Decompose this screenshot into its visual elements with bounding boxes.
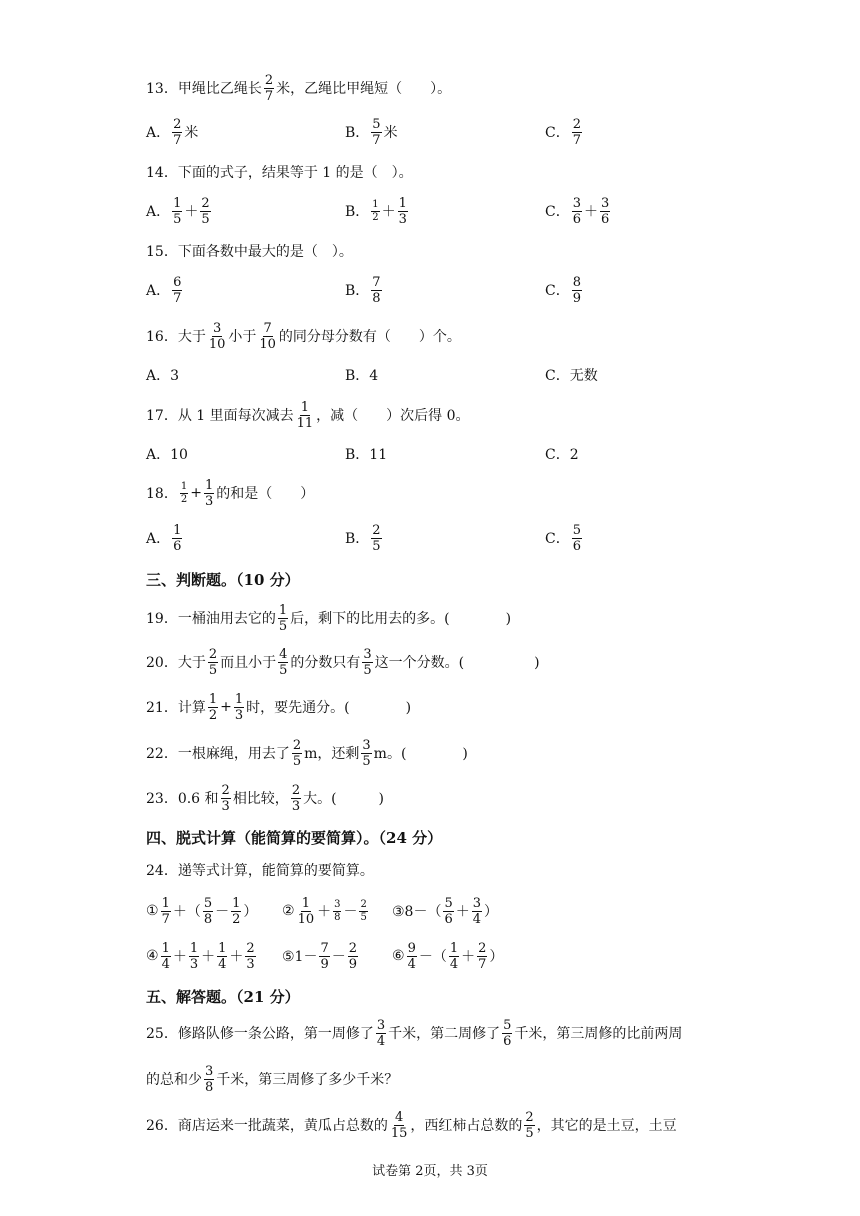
text-run: 13． [146, 81, 178, 97]
text-run: 20．大于 [146, 655, 206, 671]
denominator: 4 [161, 956, 170, 972]
numerator: 1 [173, 522, 182, 538]
denominator: 10 [208, 336, 226, 352]
numerator: 2 [246, 940, 255, 956]
denominator: 9 [320, 956, 329, 972]
text-run: C． [545, 283, 570, 299]
numerator: 2 [360, 898, 367, 910]
denominator: 3 [234, 707, 244, 723]
text-run: 16．大于 [146, 329, 206, 345]
denominator: 5 [360, 911, 367, 923]
fraction [221, 784, 231, 813]
fraction [371, 200, 379, 223]
fraction [371, 276, 381, 305]
numerator: 3 [363, 646, 372, 662]
numerator: 1 [278, 602, 288, 618]
fraction [234, 693, 244, 722]
denominator: 4 [376, 1033, 386, 1049]
q24-stem: 24．递等式计算，能简算的要简算。 [146, 863, 374, 879]
numerator: 9 [407, 940, 416, 956]
fraction [443, 897, 453, 926]
numerator: 2 [173, 116, 182, 132]
text-run: 米 [383, 125, 398, 141]
fraction [502, 1019, 512, 1048]
numerator: 5 [503, 1017, 512, 1033]
denominator: 5 [363, 662, 372, 678]
denominator: 5 [279, 662, 288, 678]
fraction [362, 648, 372, 677]
denominator: 7 [478, 956, 487, 972]
text-run: ＋ [584, 204, 598, 220]
text-run: ＋ [184, 204, 199, 220]
fraction [245, 942, 255, 971]
denominator: 5 [525, 1125, 534, 1141]
denominator: 4 [449, 956, 459, 972]
numerator: 4 [394, 1109, 404, 1125]
denominator: 6 [173, 538, 182, 554]
fraction [161, 897, 171, 926]
text-run: ） [243, 904, 258, 920]
fraction [291, 784, 301, 813]
text-run: ＋ [172, 949, 187, 965]
fraction [297, 897, 316, 926]
q19 [146, 600, 511, 636]
q24-expr-1 [146, 893, 257, 929]
numerator: 7 [320, 940, 329, 956]
fraction [572, 276, 582, 305]
q17-option-c[interactable]: C．2 [545, 447, 579, 463]
denominator: 3 [246, 956, 255, 972]
text-run: 小于 [228, 329, 257, 345]
numerator: 5 [444, 895, 453, 911]
denominator: 7 [572, 132, 581, 148]
text-run: － [331, 949, 346, 965]
denominator: 7 [264, 88, 274, 104]
text-run: 17．从 1 里面每次减去 [146, 408, 294, 424]
text-run: C． [545, 204, 570, 220]
numerator: 2 [478, 940, 487, 956]
page-footer: 试卷第 2页，共 3页 [372, 1164, 488, 1179]
numerator: 1 [161, 895, 170, 911]
numerator: 3 [376, 1017, 386, 1033]
denominator: 10 [297, 911, 315, 927]
denominator: 7 [161, 911, 170, 927]
denominator: 4 [218, 956, 227, 972]
text-run: ⑤1－ [282, 949, 318, 965]
fraction [172, 524, 182, 553]
fraction [292, 739, 302, 768]
text-run: B． [345, 204, 370, 220]
text-run: B． [345, 125, 370, 141]
fraction [371, 118, 381, 147]
text-run: ＋ [317, 904, 332, 920]
text-run: ，西红柿占总数的 [410, 1118, 523, 1134]
fraction [477, 942, 487, 971]
fraction [390, 1111, 409, 1140]
fraction [204, 479, 214, 508]
text-run: C． [545, 125, 570, 141]
text-run: 25．修路队修一条公路，第一周修了 [146, 1026, 374, 1042]
q13-option-a[interactable] [146, 114, 198, 150]
numerator: 3 [601, 195, 610, 211]
numerator: 2 [291, 782, 301, 798]
fraction [189, 942, 199, 971]
q15-stem: 15．下面各数中最大的是（ ）。 [146, 244, 353, 260]
fraction [172, 197, 182, 226]
text-run: 而且小于 [220, 655, 277, 671]
numerator: 1 [301, 895, 310, 911]
text-run: 米，乙绳比甲绳短（ ）。 [276, 81, 452, 97]
numerator: 1 [180, 480, 188, 492]
section-4-heading: 四、脱式计算（能简算的要简算）。（24 分） [146, 829, 443, 847]
fraction [172, 118, 182, 147]
text-run: B． [345, 283, 370, 299]
q25-line-2 [146, 1061, 398, 1097]
q16-option-b[interactable]: B．4 [345, 368, 379, 384]
numerator: 1 [208, 691, 218, 707]
text-run: A． [146, 204, 171, 220]
denominator: 3 [398, 211, 407, 227]
text-run: － [343, 904, 358, 920]
numerator: 2 [221, 782, 230, 798]
numerator: 1 [232, 895, 241, 911]
text-run: + [190, 485, 202, 501]
denominator: 3 [221, 798, 230, 814]
text-run: 千米，第三周修了多少千米？ [216, 1072, 399, 1088]
text-run: ④ [146, 948, 159, 964]
text-run: 甲绳比乙绳长 [177, 81, 262, 97]
numerator: 2 [208, 646, 218, 662]
denominator: 5 [292, 753, 302, 769]
denominator: 6 [572, 211, 581, 227]
denominator: 10 [259, 336, 276, 352]
fraction [524, 1111, 534, 1140]
text-run: －（ [418, 949, 447, 965]
q13-stem [146, 70, 451, 106]
denominator: 3 [291, 798, 301, 814]
numerator: 5 [572, 522, 581, 538]
text-run: 18． [146, 486, 178, 502]
q25-line-1 [146, 1015, 682, 1051]
numerator: 3 [212, 320, 222, 336]
fraction [278, 648, 288, 677]
numerator: 4 [279, 646, 288, 662]
denominator: 5 [372, 538, 381, 554]
numerator: 1 [204, 477, 214, 493]
numerator: 3 [572, 195, 581, 211]
fraction [319, 942, 329, 971]
q17-option-a[interactable]: A．10 [146, 447, 188, 463]
numerator: 5 [372, 116, 381, 132]
q16-option-c[interactable]: C．无数 [545, 368, 598, 384]
denominator: 4 [407, 956, 416, 972]
text-run: 的总和少 [146, 1072, 202, 1088]
q14-option-b[interactable] [345, 193, 410, 229]
fraction [208, 648, 218, 677]
denominator: 6 [444, 911, 453, 927]
text-run: 26．商店运来一批蔬菜，黄瓜占总数的 [146, 1118, 388, 1134]
fraction [296, 401, 315, 430]
denominator: 3 [204, 493, 214, 509]
fraction [161, 942, 171, 971]
q18-option-b[interactable] [345, 520, 384, 556]
fraction [278, 604, 288, 633]
text-run: ① [146, 903, 159, 919]
numerator: 8 [572, 274, 581, 290]
text-run: ） [484, 904, 499, 920]
fraction [333, 900, 341, 923]
text-run: ） [489, 949, 504, 965]
denominator: 3 [189, 956, 199, 972]
fraction [217, 942, 227, 971]
fraction [180, 482, 188, 505]
numerator: 3 [205, 1063, 214, 1079]
fraction [231, 897, 241, 926]
text-run: ② [282, 903, 295, 919]
fraction [449, 942, 459, 971]
numerator: 1 [161, 940, 170, 956]
numerator: 1 [449, 940, 459, 956]
numerator: 6 [173, 274, 182, 290]
numerator: 1 [398, 195, 407, 211]
denominator: 5 [278, 618, 288, 634]
denominator: 2 [180, 493, 188, 505]
text-run: 千米，第三周修的比前两周 [514, 1026, 683, 1042]
text-run: m。( ) [373, 746, 468, 762]
q16-stem [146, 318, 461, 354]
fraction [359, 900, 367, 923]
q16-option-a[interactable]: A．3 [146, 368, 180, 384]
denominator: 11 [296, 415, 314, 431]
q23 [146, 780, 384, 816]
denominator: 8 [205, 1079, 214, 1095]
q24-expr-4 [146, 938, 258, 974]
fraction [208, 322, 227, 351]
q22 [146, 735, 468, 771]
text-run: 的和是（ ） [216, 486, 315, 502]
denominator: 6 [503, 1033, 512, 1049]
denominator: 8 [372, 290, 381, 306]
denominator: 6 [601, 211, 610, 227]
denominator: 7 [372, 132, 381, 148]
denominator: 8 [203, 911, 213, 927]
fraction [572, 524, 582, 553]
fraction [361, 739, 371, 768]
text-run: A． [146, 125, 171, 141]
text-run: 的分数只有 [290, 655, 361, 671]
numerator: 2 [264, 72, 274, 88]
denominator: 9 [348, 956, 358, 972]
denominator: 5 [208, 662, 218, 678]
numerator: 3 [362, 737, 371, 753]
numerator: 1 [372, 198, 379, 210]
fraction [204, 1065, 214, 1094]
text-run: 22．一根麻绳，用去了 [146, 746, 290, 762]
text-run: － [215, 904, 230, 920]
text-run: 这一个分数。( ) [374, 655, 540, 671]
q15-option-c[interactable] [545, 272, 584, 308]
numerator: 2 [572, 116, 581, 132]
text-run: ＋ [229, 949, 244, 965]
fraction [208, 693, 218, 722]
numerator: 2 [372, 522, 381, 538]
denominator: 2 [232, 911, 241, 927]
denominator: 4 [472, 911, 482, 927]
denominator: 15 [390, 1125, 408, 1141]
denominator: 7 [173, 290, 182, 306]
denominator: 2 [208, 707, 218, 723]
q21 [146, 689, 411, 725]
numerator: 1 [234, 691, 244, 707]
text-run: 21．计算 [146, 700, 206, 716]
numerator: 1 [173, 195, 182, 211]
q14-stem: 14．下面的式子，结果等于 1 的是（ ）。 [146, 165, 413, 181]
text-run: ③8－（ [392, 904, 442, 920]
numerator: 7 [263, 320, 272, 336]
text-run: A． [146, 531, 171, 547]
numerator: 2 [292, 737, 302, 753]
fraction [203, 897, 213, 926]
denominator: 6 [572, 538, 581, 554]
fraction [572, 118, 582, 147]
q18-option-a[interactable] [146, 520, 184, 556]
fraction [472, 897, 482, 926]
numerator: 3 [334, 898, 341, 910]
text-run: 米 [184, 125, 199, 141]
fraction [572, 197, 582, 226]
numerator: 2 [201, 195, 210, 211]
q18-option-c[interactable] [545, 520, 584, 556]
text-run: 的同分母分数有（ ）个。 [278, 329, 461, 345]
q15-option-a[interactable] [146, 272, 184, 308]
numerator: 1 [189, 940, 199, 956]
text-run: 时，要先通分。( ) [246, 700, 412, 716]
q14-option-c[interactable] [545, 193, 612, 229]
text-run: ＋（ [172, 904, 201, 920]
denominator: 5 [201, 211, 210, 227]
fraction [348, 942, 358, 971]
q24-expr-5 [282, 938, 360, 974]
text-run: m，还剩 [304, 746, 360, 762]
text-run: ，减（ ）次后得 0。 [316, 408, 470, 424]
q24-expr-6 [392, 938, 503, 974]
text-run: ，其它的是土豆，土豆 [536, 1118, 677, 1134]
denominator: 5 [362, 753, 371, 769]
numerator: 1 [218, 940, 227, 956]
fraction [200, 197, 210, 226]
text-run: ＋ [201, 949, 216, 965]
numerator: 3 [472, 895, 482, 911]
fraction [600, 197, 610, 226]
denominator: 7 [173, 132, 182, 148]
numerator: 1 [300, 399, 310, 415]
q15-option-b[interactable] [345, 272, 384, 308]
text-run: ＋ [381, 204, 396, 220]
denominator: 8 [334, 911, 341, 923]
q20 [146, 644, 540, 680]
text-run: C． [545, 531, 570, 547]
fraction [376, 1019, 386, 1048]
numerator: 7 [372, 274, 381, 290]
numerator: 2 [525, 1109, 534, 1125]
text-run: ＋ [455, 904, 470, 920]
q24-expr-3 [392, 893, 498, 929]
text-run: B． [345, 531, 370, 547]
text-run: + [220, 699, 232, 715]
text-run: 千米，第二周修了 [388, 1026, 501, 1042]
fraction [398, 197, 408, 226]
fraction [172, 276, 182, 305]
q26-line-1 [146, 1107, 677, 1143]
fraction [264, 74, 274, 103]
text-run: A． [146, 283, 171, 299]
text-run: ⑥ [392, 948, 405, 964]
q24-expr-2 [282, 893, 370, 929]
q17-option-b[interactable]: B．11 [345, 447, 388, 463]
section-3-heading: 三、判断题。（10 分） [146, 571, 300, 589]
text-run: 19．一桶油用去它的 [146, 611, 276, 627]
denominator: 2 [372, 211, 379, 223]
q13-option-b[interactable] [345, 114, 398, 150]
text-run: 大。( ) [303, 791, 385, 807]
text-run: 23．0.6 和 [146, 791, 219, 807]
q14-option-a[interactable] [146, 193, 213, 229]
fraction [371, 524, 381, 553]
text-run: 相比较， [232, 791, 289, 807]
denominator: 5 [173, 211, 182, 227]
numerator: 2 [348, 940, 358, 956]
q17-stem [146, 397, 470, 433]
text-run: 后，剩下的比用去的多。( ) [290, 611, 512, 627]
q13-option-c[interactable] [545, 114, 584, 150]
fraction [407, 942, 417, 971]
denominator: 9 [572, 290, 581, 306]
q18-stem [146, 475, 314, 511]
numerator: 5 [203, 895, 213, 911]
text-run: ＋ [461, 949, 476, 965]
fraction [258, 322, 277, 351]
section-5-heading: 五、解答题。（21 分） [146, 988, 300, 1006]
